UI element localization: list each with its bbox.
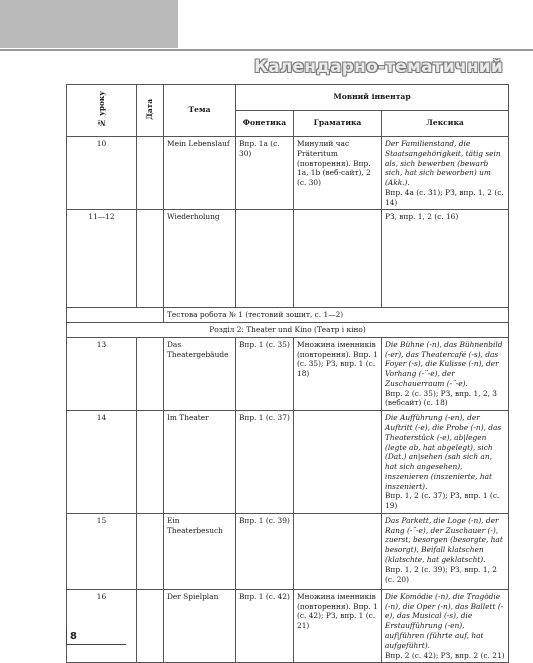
lesson-plan-table <box>66 84 509 663</box>
lexis-exercises: Впр. 4a (с. 31); РЗ, впр. 1, 2 (с. 14) <box>385 187 504 207</box>
topic-cell: Mein Lebenslauf <box>164 137 236 210</box>
date-cell <box>137 337 164 410</box>
grammar-cell <box>294 411 382 514</box>
table-row <box>67 589 509 662</box>
lexis-exercises: Впр. 2 (с. 35); РЗ, впр. 1, 2, 3 (вебсайт) (с. 18) <box>385 388 497 408</box>
phonetics-cell: Впр. 1 (с. 42) <box>236 589 294 662</box>
header-rule <box>0 49 533 51</box>
lesson-number: 11—12 <box>67 210 137 308</box>
lexis-vocabulary: Die Aufführung (-en), der Auftritt (-e), die Probe (-n), das Theaterstück (-e), ab|legen (legte ab, hat abgelegt), sich (Dat.) an|sehen (sah sich an, hat sich angesehen), inszenieren (inszenierte, hat inszeniert). <box>385 413 502 491</box>
header-tab-block <box>0 0 178 48</box>
phonetics-cell <box>236 210 294 308</box>
lesson-number: 10 <box>67 137 137 210</box>
grammar-cell <box>294 513 382 589</box>
date-cell <box>137 513 164 589</box>
lesson-number: 15 <box>67 513 137 589</box>
phonetics-cell: Впр. 1 (с. 39) <box>236 513 294 589</box>
date-cell <box>137 210 164 308</box>
topic-cell: Der Spielplan <box>164 589 236 662</box>
header-grammar: Граматика <box>294 111 382 137</box>
topic-cell: Im Theater <box>164 411 236 514</box>
section-row <box>67 323 509 338</box>
test-note: Тестова робота № 1 (тестовий зошит, с. 1—2) <box>164 308 509 323</box>
lexis-cell <box>382 589 509 662</box>
lexis-exercises: Впр. 1, 2 (с. 39); РЗ, впр. 1, 2 (с. 20) <box>385 564 497 584</box>
lexis-cell <box>382 411 509 514</box>
phonetics-cell: Впр. 1 (с. 35) <box>236 337 294 410</box>
lexis-vocabulary: Das Parkett, die Loge (-n), der Rang (-¨-e), der Zuschauer (-), zuerst, besorgen (besorgte, hat besorgt), Beifall klatschen (klatschte, hat geklatscht). <box>385 515 503 564</box>
page-title: Календарно-тематичний <box>254 57 503 77</box>
table-row <box>67 137 509 210</box>
header-date: Дата <box>137 85 164 137</box>
grammar-cell: Множина іменників (повторення). Впр. 1 (с. 35); РЗ, впр. 1 (с. 18) <box>294 337 382 410</box>
lexis-cell <box>382 210 509 308</box>
lexis-cell <box>382 137 509 210</box>
header-lesson-number: № уроку <box>67 85 137 137</box>
grammar-cell: Минулий час Präteritum (повторення). Впр. 1а, 1b (веб-сайт), 2 (с. 30) <box>294 137 382 210</box>
footer-tick <box>66 628 67 645</box>
lexis-exercises: Впр. 1, 2 (с. 37); РЗ, впр. 1 (с. 19) <box>385 491 500 511</box>
grammar-cell <box>294 210 382 308</box>
footer-rule <box>66 644 126 645</box>
table-row <box>67 411 509 514</box>
date-cell <box>137 137 164 210</box>
lexis-cell <box>382 337 509 410</box>
table-row <box>67 210 509 308</box>
lexis-exercises: РЗ, впр. 1, 2 (с. 16) <box>385 212 459 222</box>
lesson-number: 13 <box>67 337 137 410</box>
phonetics-cell: Впр. 1 (с. 37) <box>236 411 294 514</box>
grammar-cell: Множина іменників (повторення). Впр. 1 (с. 42); РЗ, впр. 1 (с. 21) <box>294 589 382 662</box>
section-title: Розділ 2: Theater und Kino (Театр і кіно) <box>67 323 509 338</box>
header-lexis: Лексика <box>382 111 509 137</box>
topic-cell: Wiederholung <box>164 210 236 308</box>
test-note-row <box>67 308 509 323</box>
table-header-row <box>67 85 509 111</box>
phonetics-cell: Впр. 1а (с. 30) <box>236 137 294 210</box>
table-row <box>67 513 509 589</box>
topic-cell: Ein Theaterbesuch <box>164 513 236 589</box>
lesson-number: 14 <box>67 411 137 514</box>
topic-cell: Das Theatergebäude <box>164 337 236 410</box>
lexis-cell <box>382 513 509 589</box>
table-row <box>67 337 509 410</box>
test-note-blank <box>67 308 164 323</box>
date-cell <box>137 411 164 514</box>
date-cell <box>137 589 164 662</box>
header-topic: Тема <box>164 85 236 137</box>
lexis-exercises: Впр. 2 (с. 42); РЗ, впр. 2 (с. 21) <box>385 650 505 660</box>
lexis-vocabulary: Die Bühne (-n), das Bühnenbild (-er), das Theatercafé (-s), das Foyer (-s), die Kulisse (-n), der Vorhang (-¨-e), der Zuschauerraum (-¨-e). <box>385 339 503 388</box>
lesson-number: 16 <box>67 589 137 662</box>
page-number: 8 <box>70 631 77 642</box>
header-phonetics: Фонетика <box>236 111 294 137</box>
lexis-vocabulary: Der Familienstand, die Staatsangehörigkeit, tätig sein als, sich bewerben (bewarb sich, hat sich beworben) um (Akk.). <box>385 139 501 188</box>
lexis-vocabulary: Die Komödie (-n), die Tragödie (-n), die Oper (-n), das Ballett (-e), das Musical (-s), die Erstaufführung (-en), auf|führen (führte auf, hat aufgeführt). <box>385 591 504 650</box>
header-language-inventory: Мовний інвентар <box>236 85 509 111</box>
